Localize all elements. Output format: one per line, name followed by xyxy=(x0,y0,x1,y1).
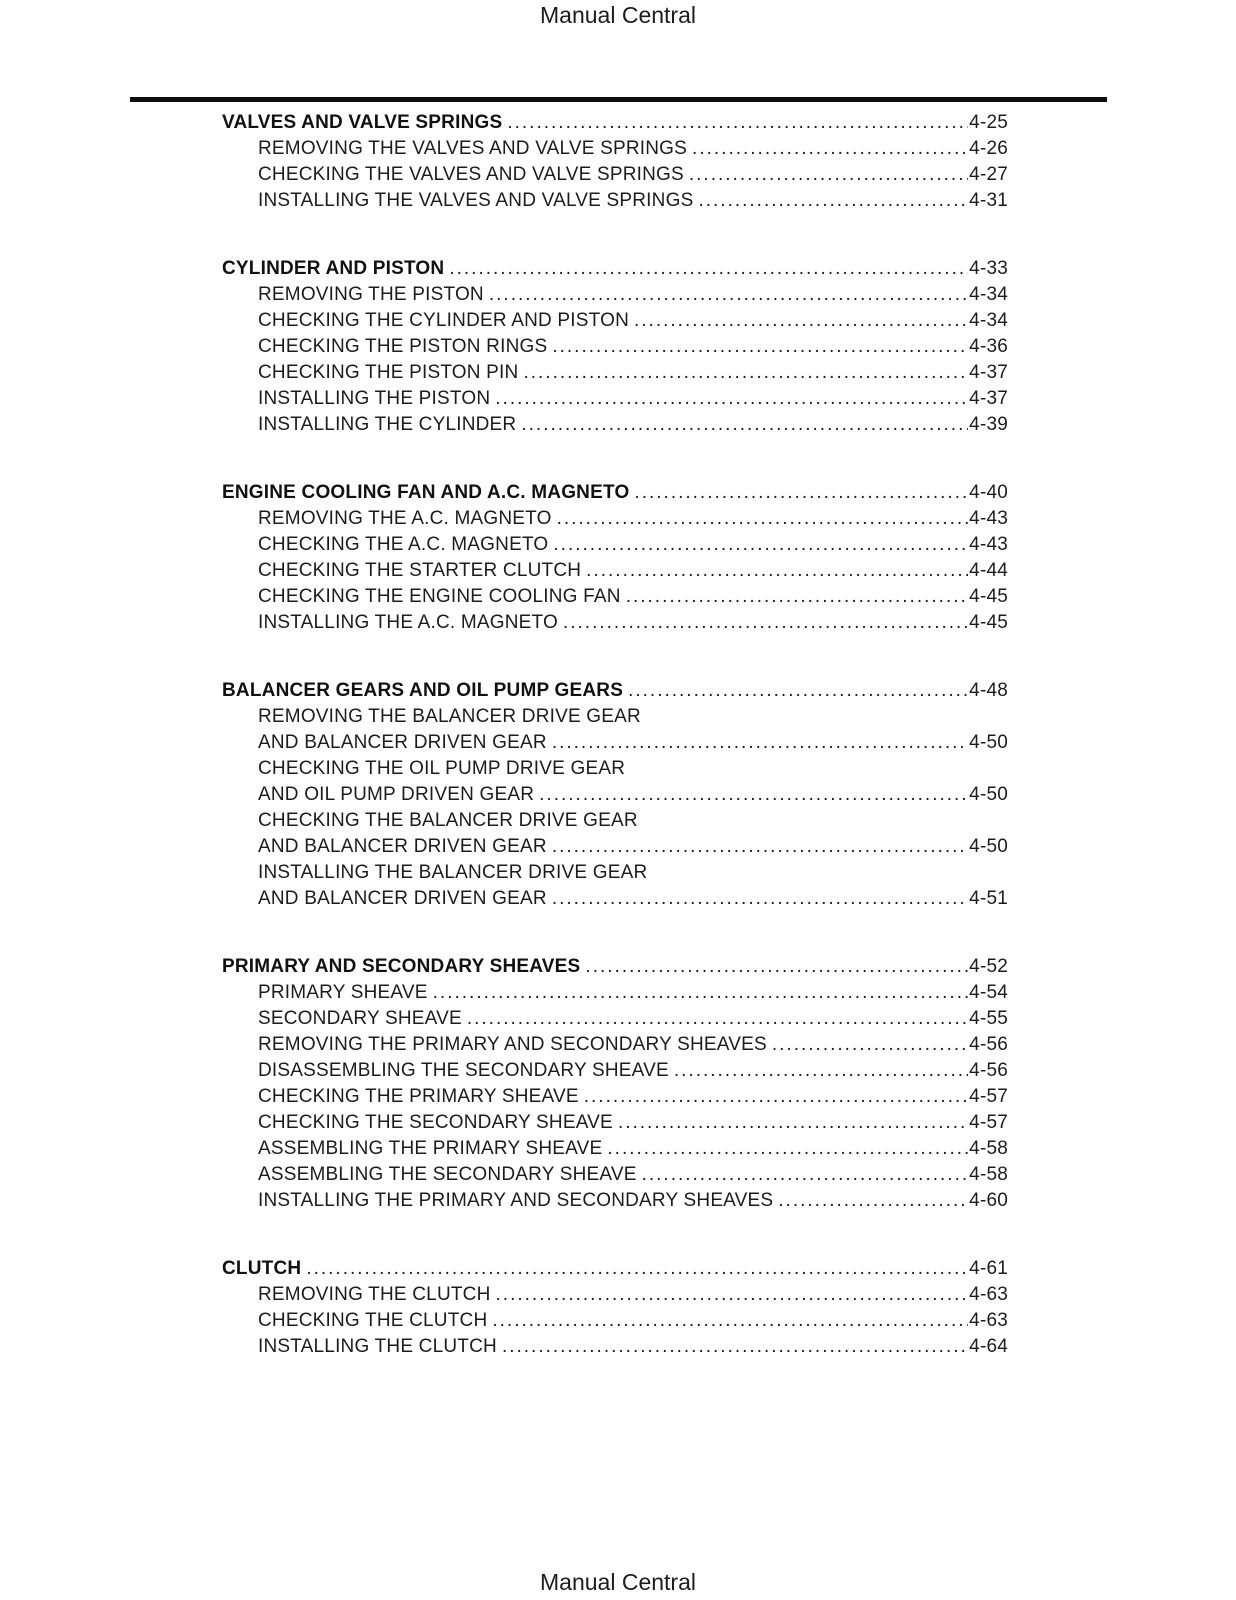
dot-leader xyxy=(563,610,968,636)
toc-entry xyxy=(222,860,1008,912)
toc-entry-row xyxy=(222,334,1008,360)
toc-section-title: VALVES AND VALVE SPRINGS xyxy=(222,112,503,133)
toc-entry-title: AND BALANCER DRIVEN GEAR xyxy=(258,732,547,753)
toc-entry xyxy=(222,1110,1008,1136)
toc-section-title: BALANCER GEARS AND OIL PUMP GEARS xyxy=(222,680,624,701)
toc-entry-row xyxy=(222,610,1008,636)
toc-entry-title: CHECKING THE PISTON RINGS xyxy=(258,336,548,357)
toc-entry-title: CHECKING THE CLUTCH xyxy=(258,1310,488,1331)
toc-entry-row xyxy=(222,1282,1008,1308)
dot-leader xyxy=(698,188,968,214)
toc-entry xyxy=(222,1188,1008,1214)
toc-entry-row xyxy=(222,1162,1008,1188)
toc-entry-row xyxy=(222,1084,1008,1110)
toc-entry-title: REMOVING THE PISTON xyxy=(258,284,484,305)
toc-page-number: 4-34 xyxy=(969,284,1008,305)
toc-section-title: CLUTCH xyxy=(222,1258,302,1279)
toc-entry-title: CHECKING THE PISTON PIN xyxy=(258,362,519,383)
dot-leader xyxy=(557,506,969,532)
header-running-title: Manual Central xyxy=(540,2,696,28)
toc-entry-title: SECONDARY SHEAVE xyxy=(258,1008,462,1029)
toc-section xyxy=(222,1256,1008,1360)
dot-leader xyxy=(496,1282,969,1308)
toc-page-number: 4-34 xyxy=(969,310,1008,331)
dot-leader xyxy=(585,954,968,980)
header-rule xyxy=(130,97,1107,102)
toc-page-number: 4-64 xyxy=(969,1336,1008,1357)
toc-page-number: 4-51 xyxy=(969,888,1008,909)
toc-section-entries xyxy=(222,282,1008,438)
toc-page-number: 4-57 xyxy=(969,1112,1008,1133)
toc-page-number: 4-63 xyxy=(969,1284,1008,1305)
dot-leader xyxy=(306,1256,968,1282)
dot-leader xyxy=(772,1032,968,1058)
toc-page-number: 4-45 xyxy=(969,612,1008,633)
toc-section-heading-row xyxy=(222,110,1008,136)
toc-entry-title: INSTALLING THE CYLINDER xyxy=(258,414,517,435)
toc-entry-title: AND BALANCER DRIVEN GEAR xyxy=(258,888,547,909)
toc-entry-title: ASSEMBLING THE PRIMARY SHEAVE xyxy=(258,1138,603,1159)
toc-entry-row xyxy=(222,782,1008,808)
toc-page-number: 4-31 xyxy=(969,190,1008,211)
toc-section-heading-row xyxy=(222,1256,1008,1282)
toc-section-entries xyxy=(222,704,1008,912)
toc-entry-row xyxy=(222,308,1008,334)
toc-entry-title: CHECKING THE BALANCER DRIVE GEAR xyxy=(258,810,638,831)
toc-page-number: 4-58 xyxy=(969,1164,1008,1185)
dot-leader xyxy=(502,1334,968,1360)
table-of-contents xyxy=(222,110,1008,1360)
toc-entry-title: REMOVING THE VALVES AND VALVE SPRINGS xyxy=(258,138,688,159)
toc-entry xyxy=(222,360,1008,386)
toc-section-heading-row xyxy=(222,256,1008,282)
toc-page-number: 4-44 xyxy=(969,560,1008,581)
toc-entry-row xyxy=(222,808,1008,834)
dot-leader xyxy=(634,480,968,506)
toc-entry-row xyxy=(222,1110,1008,1136)
toc-entry-row xyxy=(222,886,1008,912)
toc-entry-row xyxy=(222,730,1008,756)
toc-section-entries xyxy=(222,506,1008,636)
toc-page-number: 4-36 xyxy=(969,336,1008,357)
footer-running-title: Manual Central xyxy=(540,1569,696,1595)
toc-entry-row xyxy=(222,704,1008,730)
toc-entry xyxy=(222,386,1008,412)
toc-page-number: 4-58 xyxy=(969,1138,1008,1159)
toc-section-title: CYLINDER AND PISTON xyxy=(222,258,445,279)
toc-entry-title: REMOVING THE CLUTCH xyxy=(258,1284,491,1305)
toc-entry-title: REMOVING THE A.C. MAGNETO xyxy=(258,508,552,529)
toc-entry-row xyxy=(222,558,1008,584)
toc-entry xyxy=(222,532,1008,558)
toc-page-number: 4-37 xyxy=(969,362,1008,383)
toc-entry-row xyxy=(222,386,1008,412)
toc-entry-row xyxy=(222,1006,1008,1032)
toc-entry xyxy=(222,558,1008,584)
toc-entry xyxy=(222,1058,1008,1084)
toc-entry xyxy=(222,136,1008,162)
toc-entry-title: AND OIL PUMP DRIVEN GEAR xyxy=(258,784,535,805)
dot-leader xyxy=(634,308,968,334)
toc-entry-title: CHECKING THE CYLINDER AND PISTON xyxy=(258,310,629,331)
dot-leader xyxy=(552,334,968,360)
toc-entry-title: INSTALLING THE CLUTCH xyxy=(258,1336,497,1357)
dot-leader xyxy=(467,1006,968,1032)
toc-page-number: 4-50 xyxy=(969,732,1008,753)
toc-entry-row xyxy=(222,506,1008,532)
toc-entry-row xyxy=(222,412,1008,438)
toc-entry-title: CHECKING THE SECONDARY SHEAVE xyxy=(258,1112,613,1133)
toc-entry xyxy=(222,980,1008,1006)
toc-page-number: 4-54 xyxy=(969,982,1008,1003)
toc-entry-row xyxy=(222,162,1008,188)
toc-entry-row xyxy=(222,136,1008,162)
toc-entry-title: DISASSEMBLING THE SECONDARY SHEAVE xyxy=(258,1060,669,1081)
dot-leader xyxy=(626,584,968,610)
dot-leader xyxy=(552,886,968,912)
dot-leader xyxy=(674,1058,968,1084)
toc-page-number: 4-55 xyxy=(969,1008,1008,1029)
toc-section-heading-row xyxy=(222,678,1008,704)
toc-entry-title: CHECKING THE PRIMARY SHEAVE xyxy=(258,1086,579,1107)
toc-entry-row xyxy=(222,1188,1008,1214)
toc-entry-row xyxy=(222,1058,1008,1084)
toc-entry xyxy=(222,584,1008,610)
toc-entry-row xyxy=(222,1136,1008,1162)
dot-leader xyxy=(539,782,968,808)
dot-leader xyxy=(552,834,968,860)
dot-leader xyxy=(553,532,968,558)
toc-page-number: 4-43 xyxy=(969,534,1008,555)
dot-leader xyxy=(552,730,968,756)
toc-entry xyxy=(222,1308,1008,1334)
toc-page-number: 4-39 xyxy=(969,414,1008,435)
toc-entry xyxy=(222,808,1008,860)
toc-entry-row xyxy=(222,584,1008,610)
toc-section-title: PRIMARY AND SECONDARY SHEAVES xyxy=(222,956,581,977)
toc-entry-row xyxy=(222,1334,1008,1360)
dot-leader xyxy=(607,1136,968,1162)
toc-entry xyxy=(222,1282,1008,1308)
toc-entry xyxy=(222,162,1008,188)
dot-leader xyxy=(689,162,968,188)
toc-entry xyxy=(222,282,1008,308)
toc-section xyxy=(222,256,1008,438)
toc-page-number: 4-50 xyxy=(969,836,1008,857)
toc-entry xyxy=(222,1162,1008,1188)
toc-page-number: 4-56 xyxy=(969,1060,1008,1081)
toc-entry-title: CHECKING THE STARTER CLUTCH xyxy=(258,560,582,581)
toc-page-number: 4-61 xyxy=(969,1258,1008,1279)
dot-leader xyxy=(495,386,968,412)
toc-entry-title: INSTALLING THE PISTON xyxy=(258,388,491,409)
toc-entry xyxy=(222,506,1008,532)
toc-page-number: 4-26 xyxy=(969,138,1008,159)
dot-leader xyxy=(778,1188,968,1214)
toc-entry xyxy=(222,1032,1008,1058)
toc-entry xyxy=(222,412,1008,438)
toc-page-number: 4-50 xyxy=(969,784,1008,805)
toc-entry-row xyxy=(222,360,1008,386)
dot-leader xyxy=(507,110,968,136)
toc-entry-title: REMOVING THE PRIMARY AND SECONDARY SHEAVES xyxy=(258,1034,767,1055)
dot-leader xyxy=(523,360,968,386)
toc-page-number: 4-37 xyxy=(969,388,1008,409)
toc-entry-title: REMOVING THE BALANCER DRIVE GEAR xyxy=(258,706,641,727)
toc-entry xyxy=(222,1084,1008,1110)
toc-entry-title: INSTALLING THE VALVES AND VALVE SPRINGS xyxy=(258,190,694,211)
toc-page-number: 4-60 xyxy=(969,1190,1008,1211)
dot-leader xyxy=(492,1308,968,1334)
dot-leader xyxy=(449,256,968,282)
toc-entry xyxy=(222,188,1008,214)
toc-entry-row xyxy=(222,188,1008,214)
toc-entry-row xyxy=(222,282,1008,308)
toc-entry-row xyxy=(222,1308,1008,1334)
toc-entry-title: PRIMARY SHEAVE xyxy=(258,982,428,1003)
toc-entry-title: AND BALANCER DRIVEN GEAR xyxy=(258,836,547,857)
toc-entry-row xyxy=(222,756,1008,782)
toc-section xyxy=(222,678,1008,912)
toc-page-number: 4-63 xyxy=(969,1310,1008,1331)
toc-section-entries xyxy=(222,980,1008,1214)
toc-page-number: 4-40 xyxy=(969,482,1008,503)
toc-entry xyxy=(222,308,1008,334)
toc-entry-title: CHECKING THE A.C. MAGNETO xyxy=(258,534,549,555)
toc-entry-title: INSTALLING THE PRIMARY AND SECONDARY SHEAVES xyxy=(258,1190,774,1211)
toc-entry-title: CHECKING THE VALVES AND VALVE SPRINGS xyxy=(258,164,684,185)
dot-leader xyxy=(618,1110,968,1136)
toc-entry-row xyxy=(222,532,1008,558)
toc-entry-title: INSTALLING THE A.C. MAGNETO xyxy=(258,612,558,633)
toc-entry xyxy=(222,1006,1008,1032)
toc-entry-row xyxy=(222,980,1008,1006)
dot-leader xyxy=(642,1162,969,1188)
dot-leader xyxy=(692,136,968,162)
toc-page-number: 4-48 xyxy=(969,680,1008,701)
toc-entry-title: CHECKING THE OIL PUMP DRIVE GEAR xyxy=(258,758,626,779)
toc-entry-row xyxy=(222,1032,1008,1058)
toc-entry xyxy=(222,704,1008,756)
toc-entry-title: INSTALLING THE BALANCER DRIVE GEAR xyxy=(258,862,648,883)
toc-page-number: 4-52 xyxy=(969,956,1008,977)
toc-section-entries xyxy=(222,136,1008,214)
toc-entry xyxy=(222,610,1008,636)
toc-page-number: 4-45 xyxy=(969,586,1008,607)
toc-entry xyxy=(222,1334,1008,1360)
toc-section-heading-row xyxy=(222,480,1008,506)
dot-leader xyxy=(586,558,968,584)
toc-page-number: 4-27 xyxy=(969,164,1008,185)
dot-leader xyxy=(628,678,968,704)
toc-section-entries xyxy=(222,1282,1008,1360)
dot-leader xyxy=(521,412,968,438)
toc-entry xyxy=(222,334,1008,360)
toc-section xyxy=(222,954,1008,1214)
toc-section-title: ENGINE COOLING FAN AND A.C. MAGNETO xyxy=(222,482,630,503)
toc-entry-row xyxy=(222,834,1008,860)
dot-leader xyxy=(584,1084,968,1110)
toc-entry-title: ASSEMBLING THE SECONDARY SHEAVE xyxy=(258,1164,637,1185)
toc-page-number: 4-33 xyxy=(969,258,1008,279)
dot-leader xyxy=(433,980,969,1006)
toc-entry-title: CHECKING THE ENGINE COOLING FAN xyxy=(258,586,621,607)
toc-page-number: 4-43 xyxy=(969,508,1008,529)
toc-page-number: 4-57 xyxy=(969,1086,1008,1107)
toc-entry xyxy=(222,1136,1008,1162)
toc-entry xyxy=(222,756,1008,808)
toc-section xyxy=(222,480,1008,636)
toc-section-heading-row xyxy=(222,954,1008,980)
toc-section xyxy=(222,110,1008,214)
dot-leader xyxy=(489,282,968,308)
toc-entry-row xyxy=(222,860,1008,886)
toc-page-number: 4-25 xyxy=(969,112,1008,133)
toc-page-number: 4-56 xyxy=(969,1034,1008,1055)
